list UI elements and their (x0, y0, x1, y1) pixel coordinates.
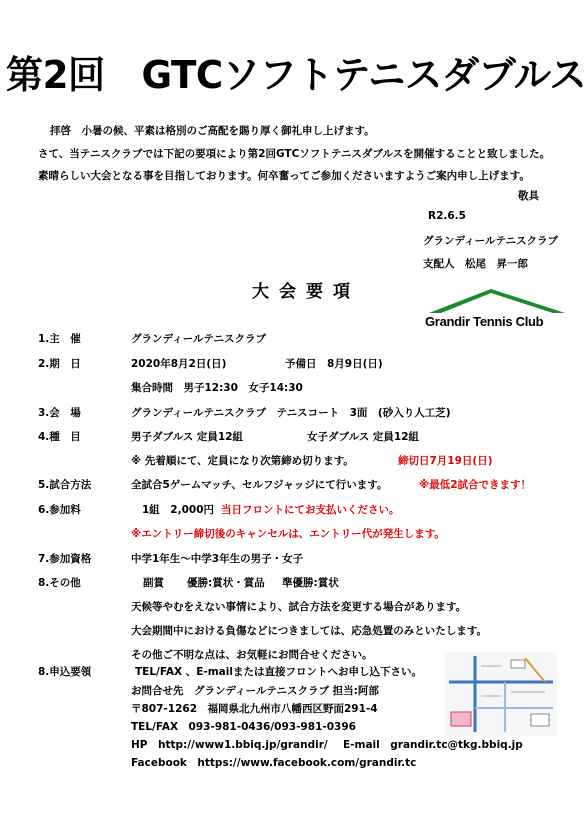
fee-value: 1組 2,000円 (142, 504, 215, 516)
format-note: ※最低2試合できます！ (419, 479, 532, 491)
greeting-line-2: さて、当テニスクラブでは下記の要項により第2回GTCソフトテニスダブルスを開催することと致しました。 (38, 148, 551, 160)
prize-label: 副賞 (143, 577, 164, 589)
greeting-line-3: 素晴らしい大会となる事を目指しております。何卒奮ってご参加くださいますようご案内申し上げます。 (38, 170, 530, 182)
item-label-organizer: 1.主 催 (38, 333, 81, 345)
tel-fax: TEL/FAX 093-981-0436/093-981-0396 (131, 721, 356, 733)
document-date: R2.6.5 (428, 210, 466, 222)
facebook-link[interactable]: Facebook https://www.facebook.com/grandir.tc (131, 757, 417, 769)
cancel-note: ※エントリー締切後のキャンセルは、エントリー代が発生します。 (131, 528, 445, 540)
club-logo (425, 285, 575, 329)
homepage-link[interactable]: HP http://www1.bbiq.jp/grandir/ (131, 739, 328, 751)
mens-doubles: 男子ダブルス 定員12組 (131, 431, 244, 443)
section-title: 大会要項 (252, 282, 360, 302)
address: 〒807-1262 福岡県北九州市八幡西区野面291-4 (131, 703, 378, 715)
page-title: 第2回 GTCソフトテニスダブルス (5, 53, 587, 97)
assembly-time: 集合時間 男子12:30 女子14:30 (131, 382, 303, 394)
other-line-1: 天候等やむをえない事情により、試合方法を変更する場合があります。 (131, 601, 467, 613)
organization-name: グランディールテニスクラブ (423, 235, 559, 247)
event-note: ※ 先着順にて、定員になり次第締め切ります。 (131, 455, 354, 467)
other-line-2: 大会期間中における負傷などにつきましては、応急処置のみといたします。 (131, 625, 487, 637)
venue-value: グランディールテニスクラブ テニスコート 3面 (砂入り人工芝) (131, 407, 451, 419)
item-label-other: 8.その他 (38, 577, 81, 589)
logo-text: Grandir Tennis Club (425, 314, 544, 329)
manager-name: 支配人 松尾 昇一郎 (423, 258, 528, 270)
item-label-date: 2.期 日 (38, 358, 81, 370)
other-line-3: その他ご不明な点は、お気軽にお問合せください。 (131, 649, 373, 661)
event-date: 2020年8月2日(日) (131, 358, 227, 370)
item-label-apply: 8.申込要領 (38, 666, 92, 678)
item-label-event: 4.種 目 (38, 431, 81, 443)
item-label-eligibility: 7.参加資格 (38, 553, 92, 565)
fee-note: 当日フロントにてお支払いください。 (221, 504, 400, 516)
contact-info: お問合せ先 グランディールテニスクラブ 担当:阿部 (131, 685, 379, 697)
prize-winner: 優勝:賞状・賞品 (187, 577, 265, 589)
prize-runner-up: 準優勝:賞状 (282, 577, 339, 589)
email-link[interactable]: E-mail grandir.tc@tkg.bbiq.jp (343, 739, 523, 751)
item-label-fee: 6.参加料 (38, 504, 81, 516)
apply-line-1: TEL/FAX 、E-mailまたは直接フロントへお申し込下さい。 (135, 666, 422, 678)
reserve-date: 予備日 8月9日(日) (285, 358, 383, 370)
womens-doubles: 女子ダブルス 定員12組 (307, 431, 420, 443)
greeting-line-1: 拝啓 小暑の候、平素は格別のご高配を賜り厚く御礼申し上げます。 (50, 125, 375, 137)
item-label-format: 5.試合方法 (38, 479, 92, 491)
location-map-icon (445, 652, 557, 736)
entry-deadline: 締切日7月19日(日) (398, 455, 493, 467)
organizer-value: グランディールテニスクラブ (131, 333, 267, 345)
format-value: 全試合5ゲームマッチ、セルフジャッジにて行います。 (131, 479, 388, 491)
eligibility-value: 中学1年生～中学3年生の男子・女子 (131, 553, 304, 565)
item-label-venue: 3.会 場 (38, 407, 81, 419)
greeting-closing: 敬具 (518, 190, 539, 202)
